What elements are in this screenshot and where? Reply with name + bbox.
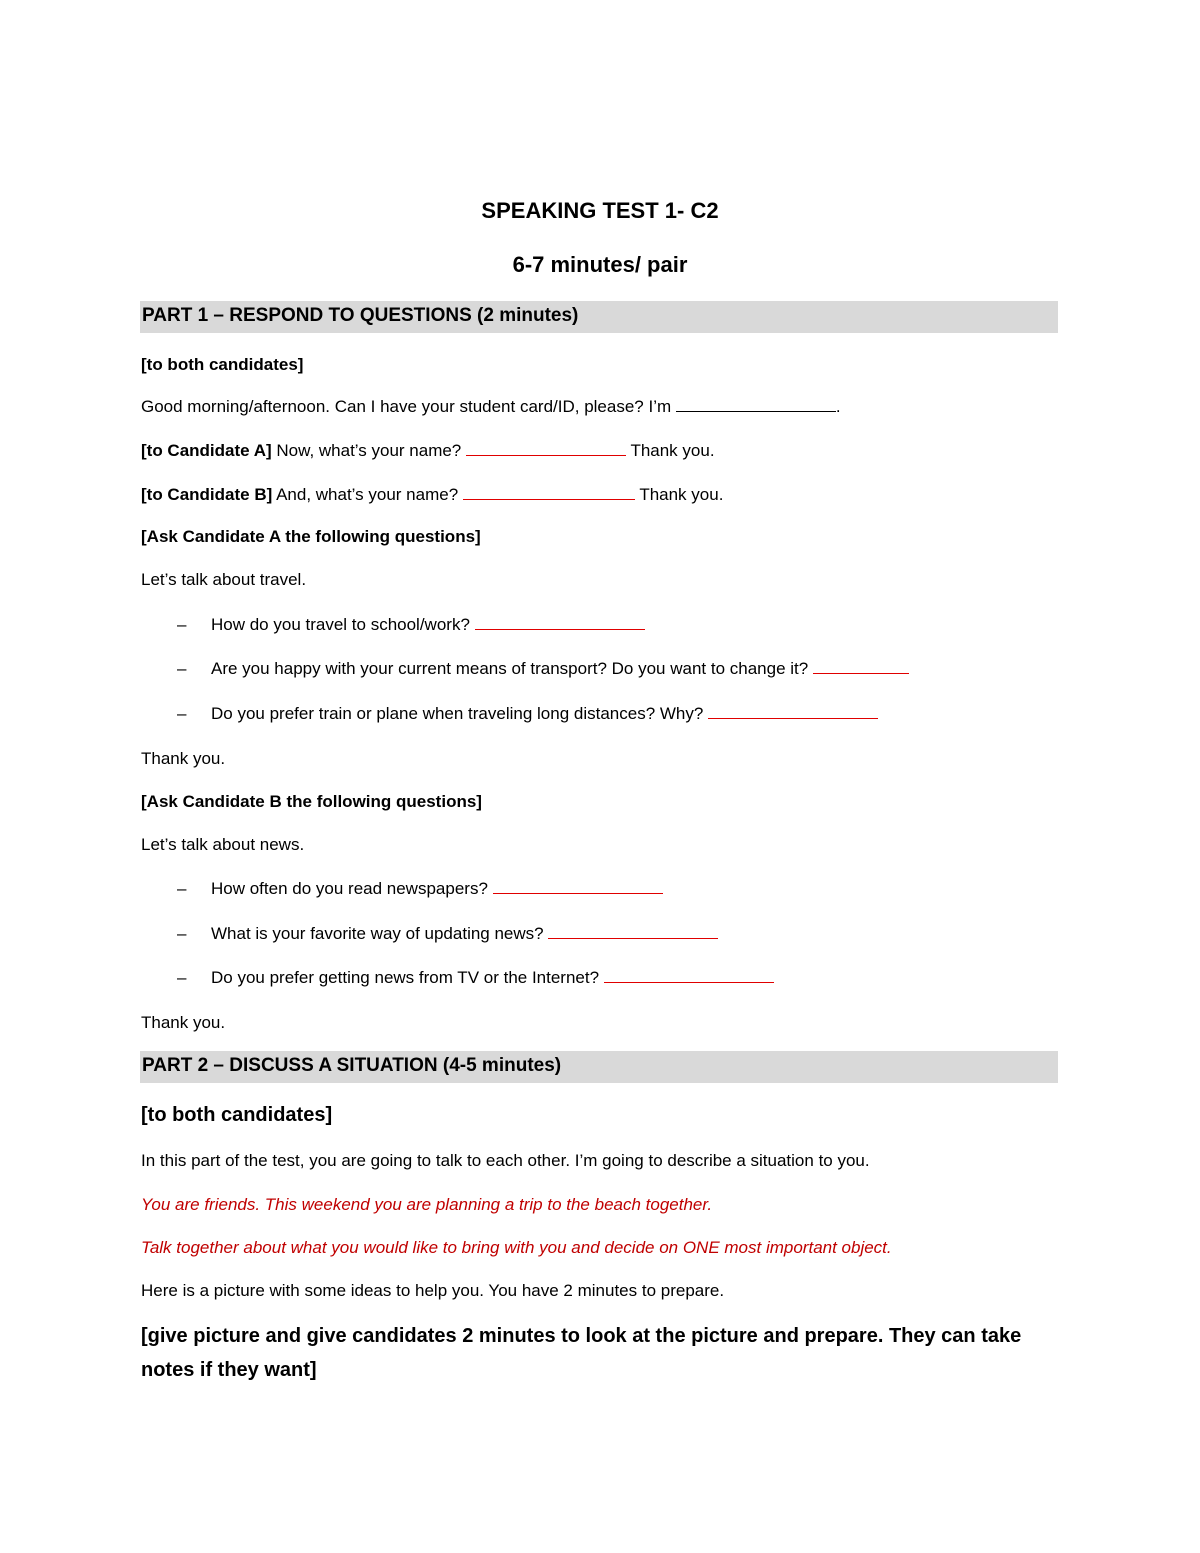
ask-candidate-a: [Ask Candidate A the following questions] [141,527,481,546]
thanks-b: Thank you. [141,1013,226,1032]
question-b-3 [177,968,774,988]
greeting-text: Good morning/afternoon. Can I have your student card/ID, please? I’m [141,397,672,416]
situation-line-1: You are friends. This weekend you are planning a trip to the beach together. [141,1195,713,1214]
greeting-line [141,397,841,417]
candidate-b-name-blank [463,485,635,500]
question-text: Do you prefer train or plane when traveling long distances? Why? [211,704,704,723]
question-b-2 [177,924,718,944]
examiner-instruction: [give picture and give candidates 2 minutes to look at the picture and prepare. They can take notes if they want] [141,1325,1022,1381]
answer-blank [813,659,909,674]
candidate-a-question: Now, what’s your name? [276,441,462,460]
candidate-a-tag: [to Candidate A] [141,441,272,460]
picture-note: Here is a picture with some ideas to help you. You have 2 minutes to prepare. [141,1281,725,1300]
dash-bullet: – [177,704,187,723]
question-a-3 [177,704,878,724]
answer-blank [708,704,878,719]
answer-blank [548,924,718,939]
part2-heading-bar [140,1051,1058,1083]
document-title: SPEAKING TEST 1- C2 [481,198,719,223]
question-text: How do you travel to school/work? [211,615,470,634]
candidate-b-question: And, what’s your name? [276,485,459,504]
question-b-1 [177,879,663,899]
answer-blank [475,615,645,630]
topic-news: Let’s talk about news. [141,835,305,854]
candidate-b-tag: [to Candidate B] [141,485,273,504]
greeting-end: . [835,397,841,416]
part1-heading-bar [140,301,1058,333]
candidate-a-thanks: Thank you. [630,441,715,460]
topic-travel: Let’s talk about travel. [141,570,307,589]
question-a-1 [177,615,645,635]
situation-line-2: Talk together about what you would like to bring with you and decide on ONE most important object. [141,1238,892,1257]
part2-intro: In this part of the test, you are going to talk to each other. I’m going to describe a situation to you. [141,1151,870,1170]
answer-blank [604,968,774,983]
examiner-name-blank [676,397,836,412]
ask-candidate-b: [Ask Candidate B the following questions] [141,792,482,811]
dash-bullet: – [177,615,187,634]
candidate-b-name-line [141,485,723,505]
dash-bullet: – [177,659,187,678]
question-a-2 [177,659,909,679]
dash-bullet: – [177,879,187,898]
question-text: Do you prefer getting news from TV or the Internet? [211,968,600,987]
part2-heading: PART 2 – DISCUSS A SITUATION (4-5 minutes) [142,1055,562,1076]
question-text: What is your favorite way of updating news? [211,924,544,943]
thanks-a: Thank you. [141,749,226,768]
dash-bullet: – [177,968,187,987]
answer-blank [493,879,663,894]
candidate-a-name-blank [466,441,626,456]
part2-to-both: [to both candidates] [141,1104,333,1126]
question-text: Are you happy with your current means of transport? Do you want to change it? [211,659,809,678]
part1-to-both: [to both candidates] [141,355,304,374]
question-text: How often do you read newspapers? [211,879,488,898]
part1-heading: PART 1 – RESPOND TO QUESTIONS (2 minutes) [142,305,579,326]
document-subtitle: 6-7 minutes/ pair [512,252,688,277]
candidate-a-name-line [141,441,715,461]
dash-bullet: – [177,924,187,943]
candidate-b-thanks: Thank you. [639,485,724,504]
